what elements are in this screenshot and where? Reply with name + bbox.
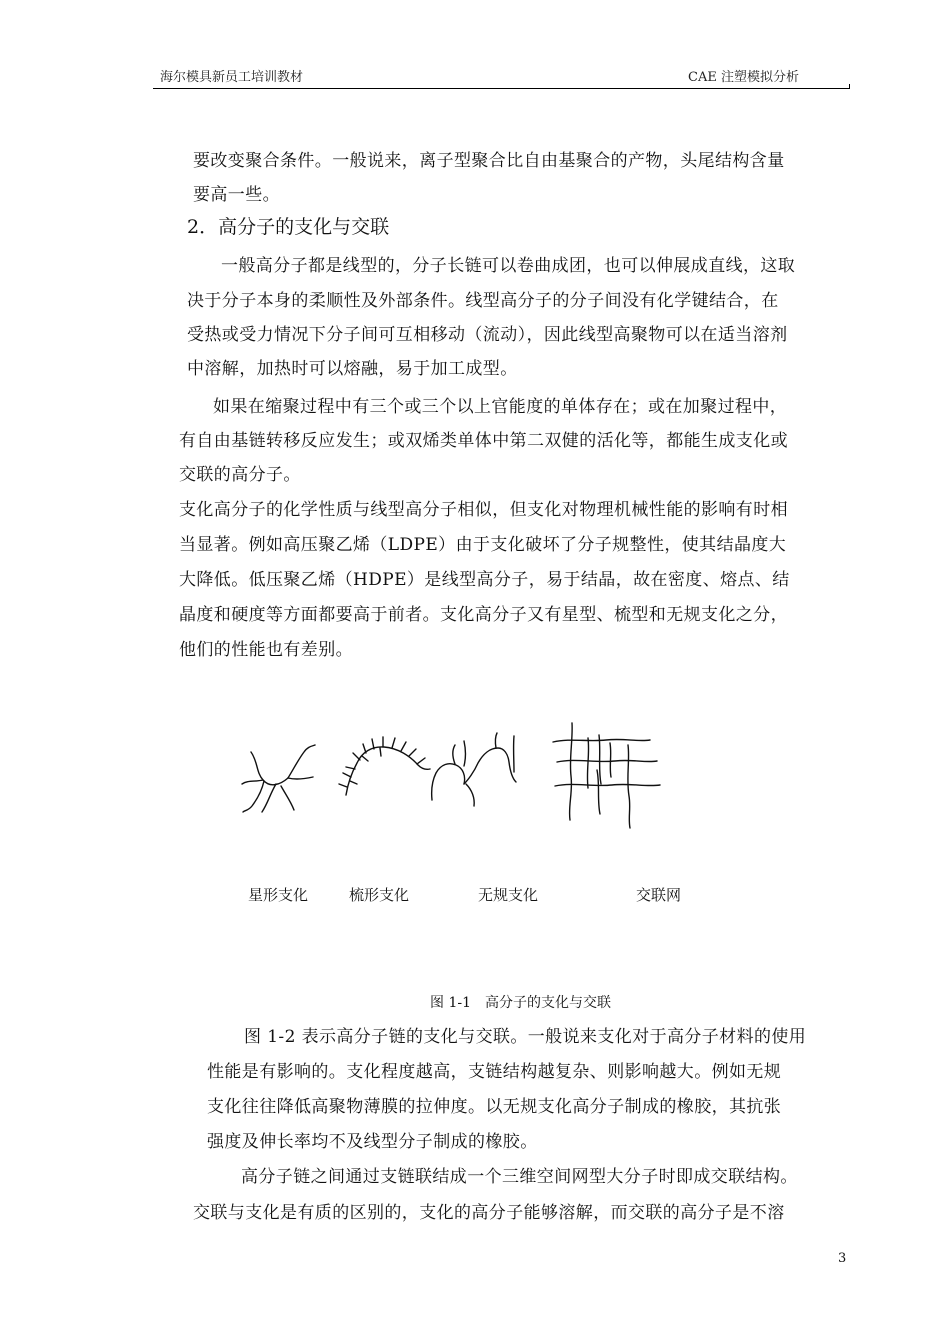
random-branch-drawing [432, 733, 516, 806]
header-right-title: CAE 注塑模拟分析 [688, 70, 799, 85]
figure-caption: 图 1-1 高分子的支化与交联 [430, 995, 611, 1011]
label-comb-branch: 梳形支化 [349, 886, 410, 904]
para4-line-3: 大降低。低压聚乙烯（HDPE）是线型高分子，易于结晶，故在密度、熔点、结 [179, 570, 790, 590]
para5-line-3: 支化往往降低高聚物薄膜的拉伸度。以无规支化高分子制成的橡胶，其抗张 [207, 1097, 782, 1117]
para5-line-2: 性能是有影响的。支化程度越高，支链结构越复杂、则影响越大。例如无规 [207, 1062, 782, 1082]
page-number: 3 [838, 1251, 847, 1266]
comb-branch-drawing [339, 737, 430, 795]
para3-line-1: 如果在缩聚过程中有三个或三个以上官能度的单体存在；或在加聚过程中， [213, 397, 788, 417]
label-star-branch: 星形支化 [248, 886, 309, 904]
label-crosslink-network: 交联网 [636, 886, 682, 904]
para2-line-3: 受热或受力情况下分子间可互相移动（流动），因此线型高聚物可以在适当溶剂 [187, 325, 788, 345]
para6-line-2: 交联与支化是有质的区别的，支化的高分子能够溶解，而交联的高分子是不溶 [193, 1203, 785, 1223]
para4-line-4: 晶度和硬度等方面都要高于前者。支化高分子又有星型、梳型和无规支化之分， [179, 605, 788, 625]
para3-line-2: 有自由基链转移反应发生；或双烯类单体中第二双健的活化等，都能生成支化或 [179, 431, 788, 451]
para5-line-4: 强度及伸长率均不及线型分子制成的橡胶。 [207, 1132, 538, 1152]
para6-line-1: 高分子链之间通过支链联结成一个三维空间网型大分子时即成交联结构。 [241, 1167, 798, 1187]
para2-line-1: 一般高分子都是线型的，分子长链可以卷曲成团，也可以伸展成直线，这取 [221, 256, 796, 276]
para1-line-1: 要改变聚合条件。一般说来，离子型聚合比自由基聚合的产物，头尾结构含量 [193, 151, 785, 171]
crosslink-network-drawing [553, 723, 660, 828]
para4-line-2: 当显著。例如高压聚乙烯（LDPE）由于支化破坏了分子规整性，使其结晶度大 [179, 535, 787, 555]
header-left-title: 海尔模具新员工培训教材 [160, 70, 304, 85]
para2-line-4: 中溶解，加热时可以熔融，易于加工成型。 [187, 359, 518, 379]
para4-line-5: 他们的性能也有差别。 [179, 640, 353, 660]
label-random-branch: 无规支化 [478, 886, 539, 904]
para3-line-3: 交联的高分子。 [179, 465, 301, 485]
section-heading: 2．高分子的支化与交联 [187, 216, 390, 238]
para5-line-1: 图 1-2 表示高分子链的支化与交联。一般说来支化对于高分子材料的使用 [244, 1027, 807, 1047]
para1-line-2: 要高一些。 [193, 185, 280, 205]
para4-line-1: 支化高分子的化学性质与线型高分子相似，但支化对物理机械性能的影响有时相 [179, 500, 788, 520]
star-branch-drawing [242, 745, 315, 812]
para2-line-2: 决于分子本身的柔顺性及外部条件。线型高分子的分子间没有化学键结合，在 [187, 291, 779, 311]
